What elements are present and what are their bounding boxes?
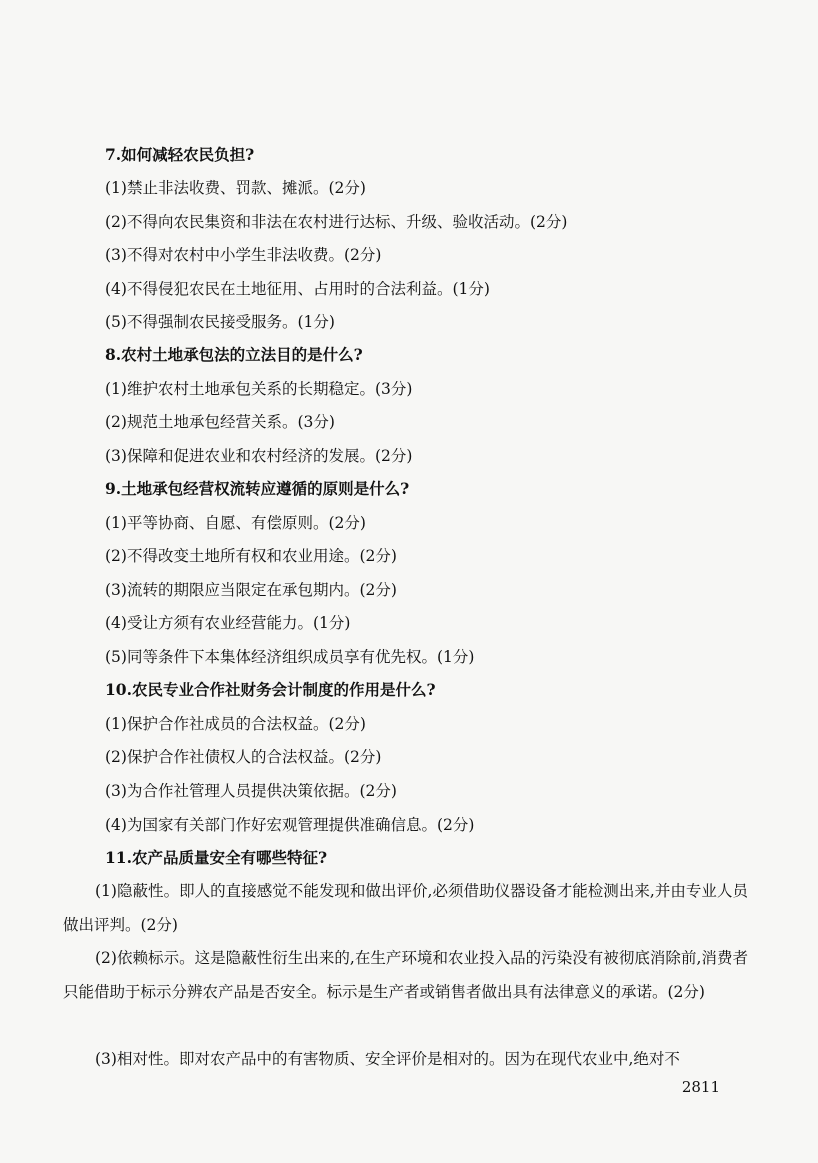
answer-line: (2)规范土地承包经营关系。(3分) — [105, 413, 335, 431]
question-9-heading: 9.土地承包经营权流转应遵循的原则是什么? — [105, 479, 410, 498]
answer-line: (1)禁止非法收费、罚款、摊派。(2分) — [105, 179, 366, 197]
answer-line: (1)平等协商、自愿、有偿原则。(2分) — [105, 514, 366, 532]
answer-line: (1)保护合作社成员的合法权益。(2分) — [105, 715, 366, 733]
answer-line: (4)受让方须有农业经营能力。(1分) — [105, 614, 351, 632]
answer-line: (2)不得改变土地所有权和农业用途。(2分) — [105, 547, 397, 565]
answer-line: (3)不得对农村中小学生非法收费。(2分) — [105, 246, 382, 264]
answer-line: (3)为合作社管理人员提供决策依据。(2分) — [105, 782, 397, 800]
answer-line: (2)不得向农民集资和非法在农村进行达标、升级、验收活动。(2分) — [105, 213, 568, 231]
answer-line: (4)为国家有关部门作好宏观管理提供准确信息。(2分) — [105, 816, 475, 834]
answer-line: (2)保护合作社债权人的合法权益。(2分) — [105, 748, 382, 766]
answer-paragraph: (3)相对性。即对农产品中的有害物质、安全评价是相对的。因为在现代农业中,绝对不 — [95, 1050, 680, 1068]
answer-line: (3)流转的期限应当限定在承包期内。(2分) — [105, 581, 397, 599]
question-11-heading: 11.农产品质量安全有哪些特征? — [105, 848, 328, 867]
page-number: 2811 — [681, 1078, 720, 1096]
question-8-heading: 8.农村土地承包法的立法目的是什么? — [105, 345, 363, 364]
answer-line: (1)维护农村土地承包关系的长期稳定。(3分) — [105, 380, 413, 398]
answer-line: (5)同等条件下本集体经济组织成员享有优先权。(1分) — [105, 648, 475, 666]
answer-line: (3)保障和促进农业和农村经济的发展。(2分) — [105, 447, 413, 465]
question-7-heading: 7.如何减轻农民负担? — [105, 145, 255, 164]
answer-paragraph: (2)依赖标示。这是隐蔽性衍生出来的,在生产环境和农业投入品的污染没有被彻底消除前,消费者只能借助于标示分辨农产品是否安全。标示是生产者或销售者做出具有法律意义的承诺。(2分) — [63, 949, 748, 1001]
answer-paragraph: (1)隐蔽性。即人的直接感觉不能发现和做出评价,必须借助仪器设备才能检测出来,并由专业人员做出评判。(2分) — [63, 882, 748, 934]
answer-line: (5)不得强制农民接受服务。(1分) — [105, 313, 335, 331]
question-10-heading: 10.农民专业合作社财务会计制度的作用是什么? — [105, 680, 436, 699]
answer-line: (4)不得侵犯农民在土地征用、占用时的合法利益。(1分) — [105, 280, 490, 298]
